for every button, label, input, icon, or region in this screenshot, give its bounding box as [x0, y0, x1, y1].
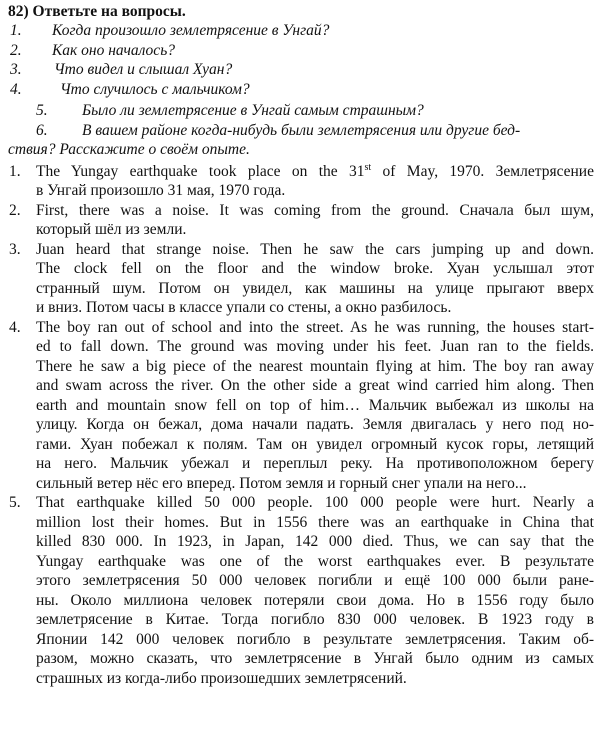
answer-text	[36, 493, 594, 688]
answer-line: The boy ran out of school and into the street. As he was running, the houses start-	[36, 318, 594, 336]
answer-line: который шёл из земли.	[36, 221, 187, 238]
answer-number: 5.	[9, 494, 21, 511]
question-item	[8, 80, 594, 100]
answer-line: That earthquake killed 50 000 people. 100 000 people were hurt. Nearly a	[36, 494, 594, 511]
answer-number: 2.	[9, 201, 21, 219]
question-text: Когда произошло землетрясение в Унгай?	[52, 22, 330, 39]
question-text: Как оно началось?	[52, 41, 175, 59]
question-number: 2.	[10, 41, 22, 59]
question-list	[8, 21, 594, 99]
answer-line: странный шум. Потом он увидел, как машины на улице прыгают вверх	[36, 279, 594, 297]
ordinal-suffix: st	[364, 161, 372, 173]
answer-text-part: of May, 1970. Землетрясение	[371, 162, 594, 180]
answer-line: million lost their homes. But in 1556 there was an earthquake in China that	[36, 513, 594, 531]
answer-item	[8, 240, 594, 318]
answer-line: Yungay earthquake was one of the worst earthquakes ever. В результате	[36, 552, 594, 570]
answer-line: разом, можно сказать, что землетрясение в Унгай было одним из самых	[36, 650, 594, 667]
answer-item	[8, 493, 594, 688]
answer-line: и вниз. Потом часы в классе упали со стены, а окно разбилось.	[36, 299, 452, 316]
answer-line: First, there was a noise. It was coming from the ground. Сначала был шум,	[36, 201, 594, 219]
answer-line: The clock fell on the floor and the window broke. Хуан услышал этот	[36, 260, 594, 277]
answer-list	[8, 162, 594, 689]
question-item	[8, 41, 594, 61]
question-list-indented	[8, 101, 594, 160]
question-item	[8, 121, 594, 160]
answer-line: ны. Около миллиона человек потеряли свои дома. Но в 1556 году было	[36, 591, 594, 609]
answer-line: and swam across the river. On the other side a great wind carried him along. Then	[36, 377, 594, 394]
answer-line: в Унгай произошло 31 мая, 1970 года.	[36, 182, 286, 199]
question-text: В вашем районе когда-нибудь были землетрясения или другие бед-	[82, 121, 521, 139]
question-number: 5.	[36, 102, 48, 119]
answer-line: улицу. Когда он бежал, дома начали падать. Земля двигалась у него под но-	[36, 416, 594, 433]
question-text: Что видел и слышал Хуан?	[54, 61, 233, 78]
answer-number: 4.	[9, 318, 21, 336]
question-number: 6.	[36, 121, 48, 139]
answer-line: страшных из когда-либо произошедших землетрясений.	[36, 669, 407, 687]
answer-line: гами. Хуан побежал к полям. Там он увидел огромный кусок горы, летящий	[36, 435, 594, 453]
question-item	[8, 101, 594, 121]
question-text: Что случилось с мальчиком?	[60, 80, 250, 98]
question-text-continued: ствия? Расскажите о своём опыте.	[8, 141, 250, 158]
question-number: 3.	[10, 61, 22, 78]
answer-number: 1.	[9, 162, 21, 180]
answer-text-part: The Yungay earthquake took place on the 31	[36, 162, 365, 180]
question-number: 4.	[10, 80, 22, 98]
answer-line: землетрясение в Китае. Тогда погибло 830 000 человек. В 1923 году в	[36, 611, 594, 628]
answer-text	[36, 201, 594, 240]
answer-line: Juan heard that strange noise. Then he saw the cars jumping up and down.	[36, 240, 594, 258]
question-number: 1.	[10, 22, 22, 39]
answer-line: сильный ветер нёс его вперед. Потом земля и горный снег упали на него...	[36, 474, 527, 492]
answer-line	[36, 162, 594, 182]
answer-line: There he saw a big piece of the nearest mountain flying at him. The boy ran away	[36, 357, 594, 375]
answer-line: earth and mountain snow fell on top of him… Мальчик выбежал из школы на	[36, 396, 594, 414]
question-item	[8, 60, 594, 80]
answer-line: killed 830 000. In 1923, in Japan, 142 000 died. Thus, we can say that the	[36, 533, 594, 550]
answer-line: этого землетрясения 50 000 человек погибли и ещё 100 000 были ране-	[36, 572, 594, 589]
answer-line: ed to fall down. The ground was moving under his feet. Juan ran to the fields.	[36, 338, 594, 355]
answer-text	[36, 240, 594, 318]
answer-text	[36, 162, 594, 201]
question-item	[8, 21, 594, 41]
answer-text	[36, 318, 594, 494]
answer-line: Японии 142 000 человек погибло в результате землетрясения. Таким об-	[36, 630, 594, 648]
answer-item	[8, 318, 594, 494]
question-text: Было ли землетрясение в Унгай самым страшным?	[82, 102, 424, 119]
answer-number: 3.	[9, 240, 21, 258]
answer-item	[8, 162, 594, 201]
answer-line: на него. Мальчик убежал и переплыл реку. На противоположном берегу	[36, 455, 594, 472]
answer-item	[8, 201, 594, 240]
exercise-heading: 82) Ответьте на вопросы.	[8, 3, 186, 20]
